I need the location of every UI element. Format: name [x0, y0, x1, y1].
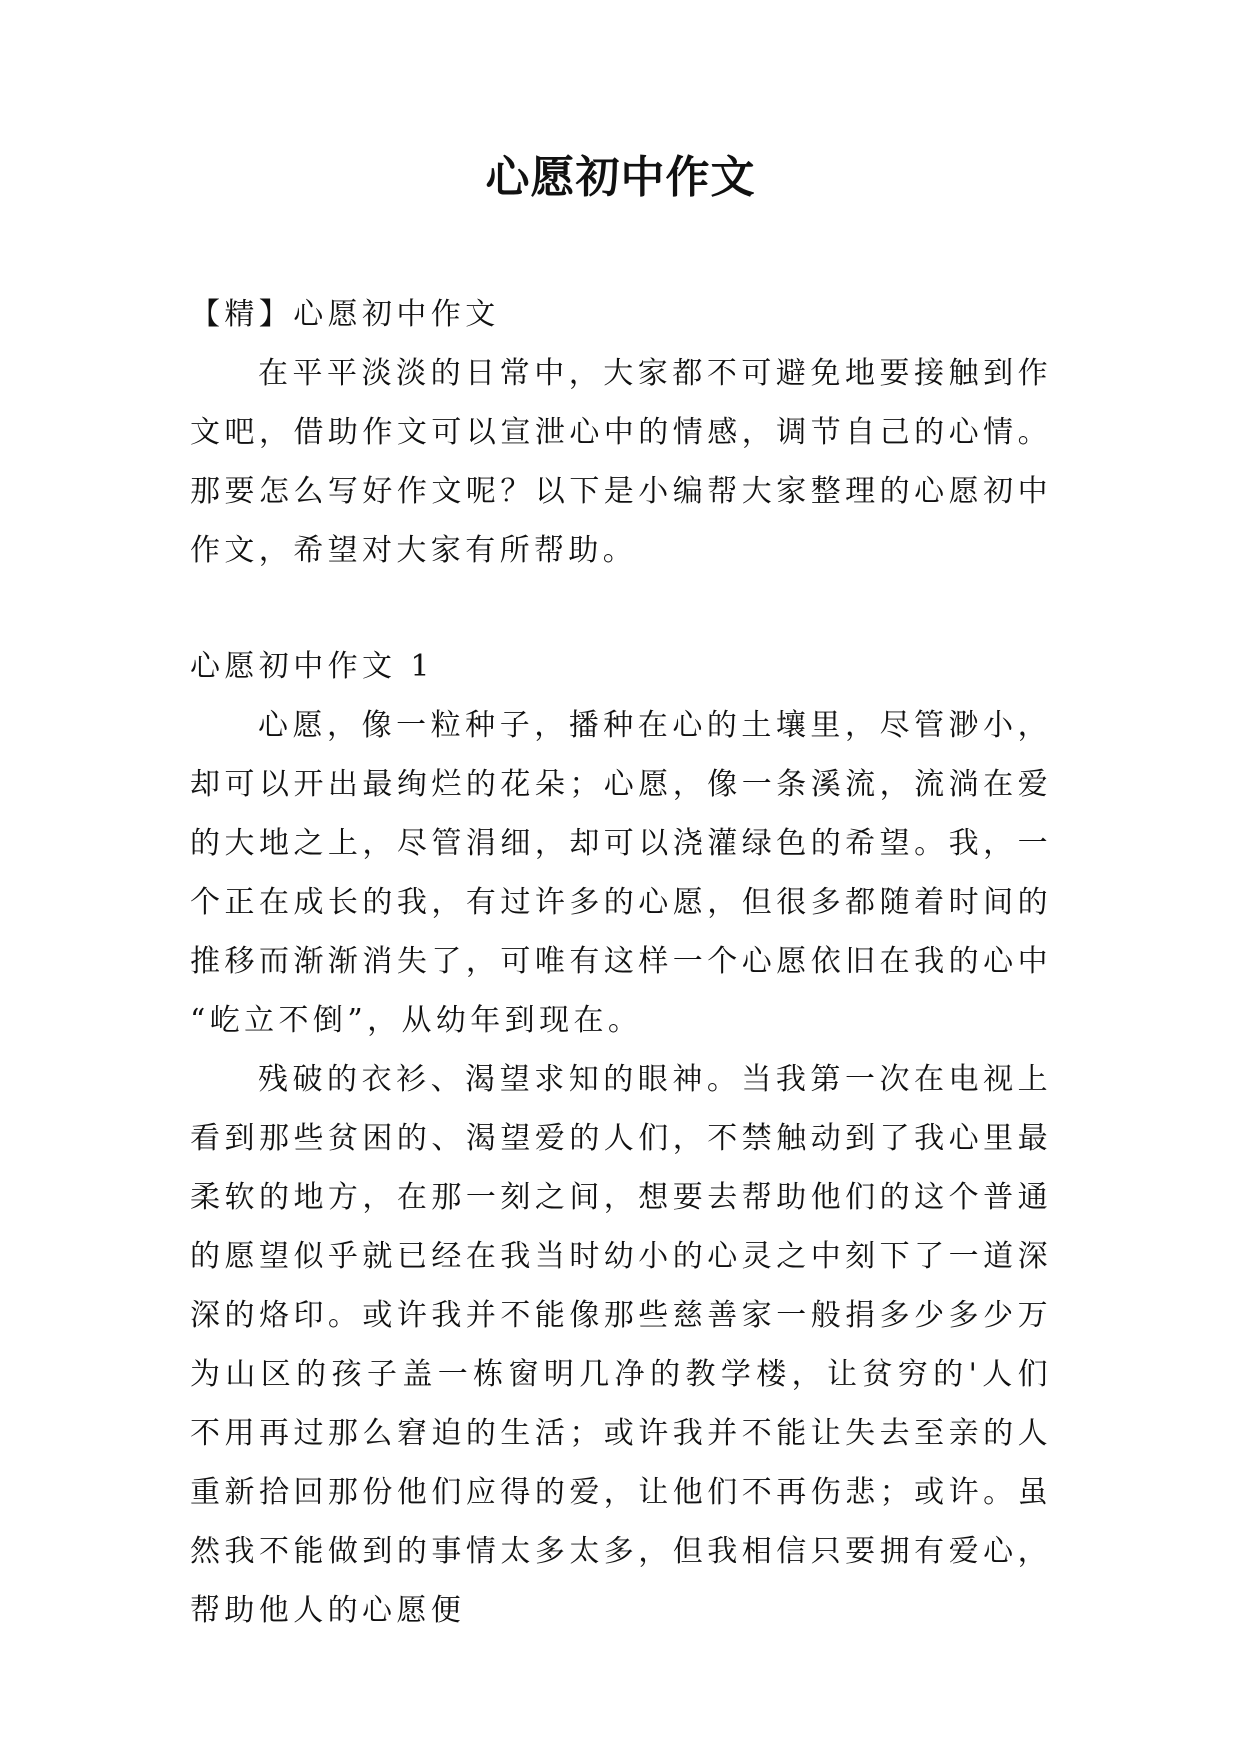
essay-paragraph: 残破的衣衫、渴望求知的眼神。当我第一次在电视上看到那些贫困的、渴望爱的人们，不禁触动到了我心里最柔软的地方，在那一刻之间，想要去帮助他们的这个普通的愿望似乎就已经在我当时幼小的心灵之中刻下了一道深深的烙印。或许我并不能像那些慈善家一般捐多少多少万为山区的孩子盖一栋窗明几净的教学楼，让贫穷的'人们不用再过那么窘迫的生活；或许我并不能让失去至亲的人重新拾回那份他们应得的爱，让他们不再伤悲；或许。虽然我不能做到的事情太多太多，但我相信只要拥有爱心，帮助他人的心愿便	[190, 1062, 1052, 1628]
essay-paragraph: 心愿，像一粒种子，播种在心的土壤里，尽管渺小，却可以开出最绚烂的花朵；心愿，像一条溪流，流淌在爱的大地之上，尽管涓细，却可以浇灌绿色的希望。我，一个正在成长的我，有过许多的心愿，但很多都随着时间的推移而渐渐消失了，可唯有这样一个心愿依旧在我的心中“屹立不倒”，从幼年到现在。	[190, 708, 1052, 1038]
section-heading: 心愿初中作文 1	[190, 649, 434, 684]
intro-section	[190, 285, 1052, 580]
essay-section-1	[190, 637, 1052, 1640]
document-title: 心愿初中作文	[485, 152, 756, 203]
intro-heading: 【精】心愿初中作文	[190, 297, 500, 332]
intro-paragraph: 在平平淡淡的日常中，大家都不可避免地要接触到作文吧，借助作文可以宣泄心中的情感，调节自己的心情。那要怎么写好作文呢？以下是小编帮大家整理的心愿初中作文，希望对大家有所帮助。	[190, 356, 1052, 568]
